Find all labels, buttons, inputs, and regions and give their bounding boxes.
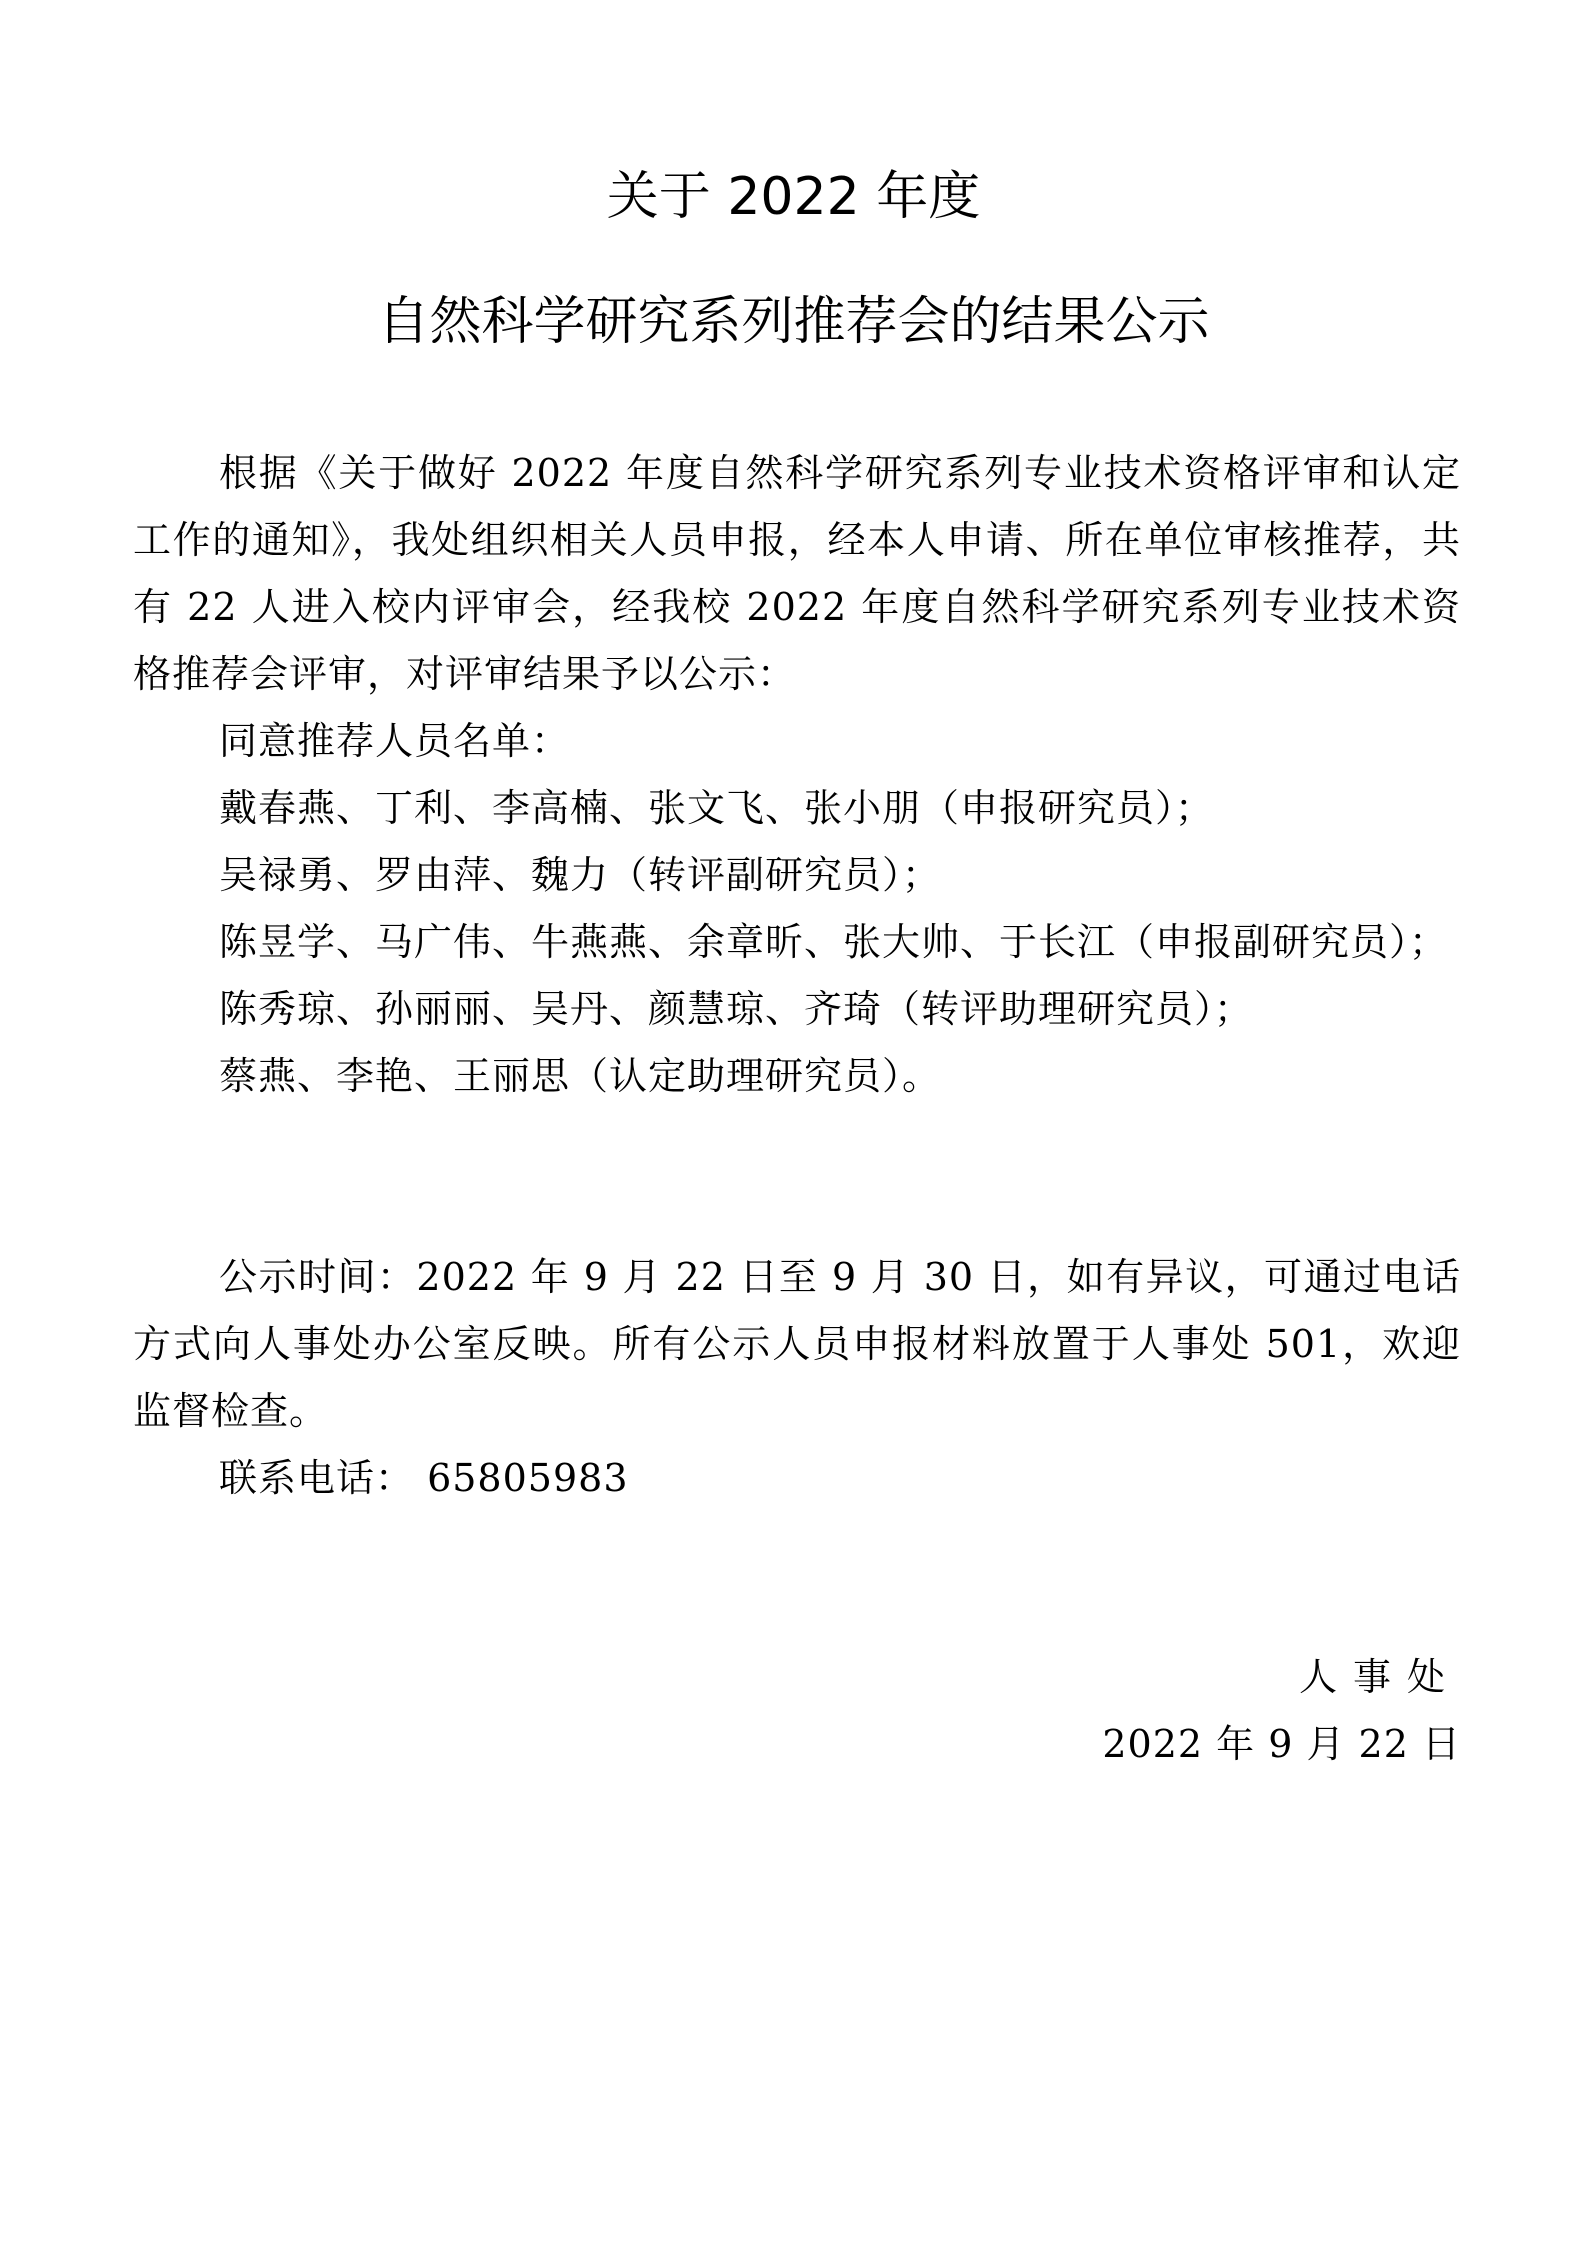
notice-section <box>133 1244 1461 1512</box>
recommended-group-1: 戴春燕、丁利、李高楠、张文飞、张小朋（申报研究员）； <box>219 786 1215 830</box>
intro-paragraph: 根据《关于做好 2022 年度自然科学研究系列专业技术资格评审和认定工作的通知》，我处组织相关人员申报，经本人申请、所在单位审核推荐，共有 22 人进入校内评审会，经我校 2022 年度自然科学研究系列专业技术资格推荐会评审，对评审结果予以公示： <box>133 451 1461 696</box>
recommended-group-4: 陈秀琼、孙丽丽、吴丹、颜慧琼、齐琦（转评助理研究员）； <box>219 987 1254 1031</box>
signature-department: 人事处 <box>1298 1655 1461 1699</box>
list-heading: 同意推荐人员名单： <box>219 719 571 763</box>
announcement-body <box>133 440 1461 1110</box>
recommended-group-5: 蔡燕、李艳、王丽思（认定助理研究员）。 <box>219 1054 942 1098</box>
recommended-group-2: 吴禄勇、罗由萍、魏力（转评副研究员）； <box>219 853 942 897</box>
recommended-group-3: 陈昱学、马广伟、牛燕燕、余章昕、张大帅、于长江（申报副研究员）； <box>219 920 1449 964</box>
signature-date: 2022 年 9 月 22 日 <box>1102 1722 1461 1766</box>
notice-paragraph: 公示时间：2022 年 9 月 22 日至 9 月 30 日，如有异议，可通过电话方式向人事处办公室反映。所有公示人员申报材料放置于人事处 501，欢迎监督检查。 <box>133 1255 1461 1433</box>
document-title-line-2: 自然科学研究系列推荐会的结果公示 <box>377 292 1210 352</box>
document-title-line-1: 关于 2022 年度 <box>606 167 981 227</box>
contact-phone: 联系电话： 65805983 <box>219 1456 629 1500</box>
